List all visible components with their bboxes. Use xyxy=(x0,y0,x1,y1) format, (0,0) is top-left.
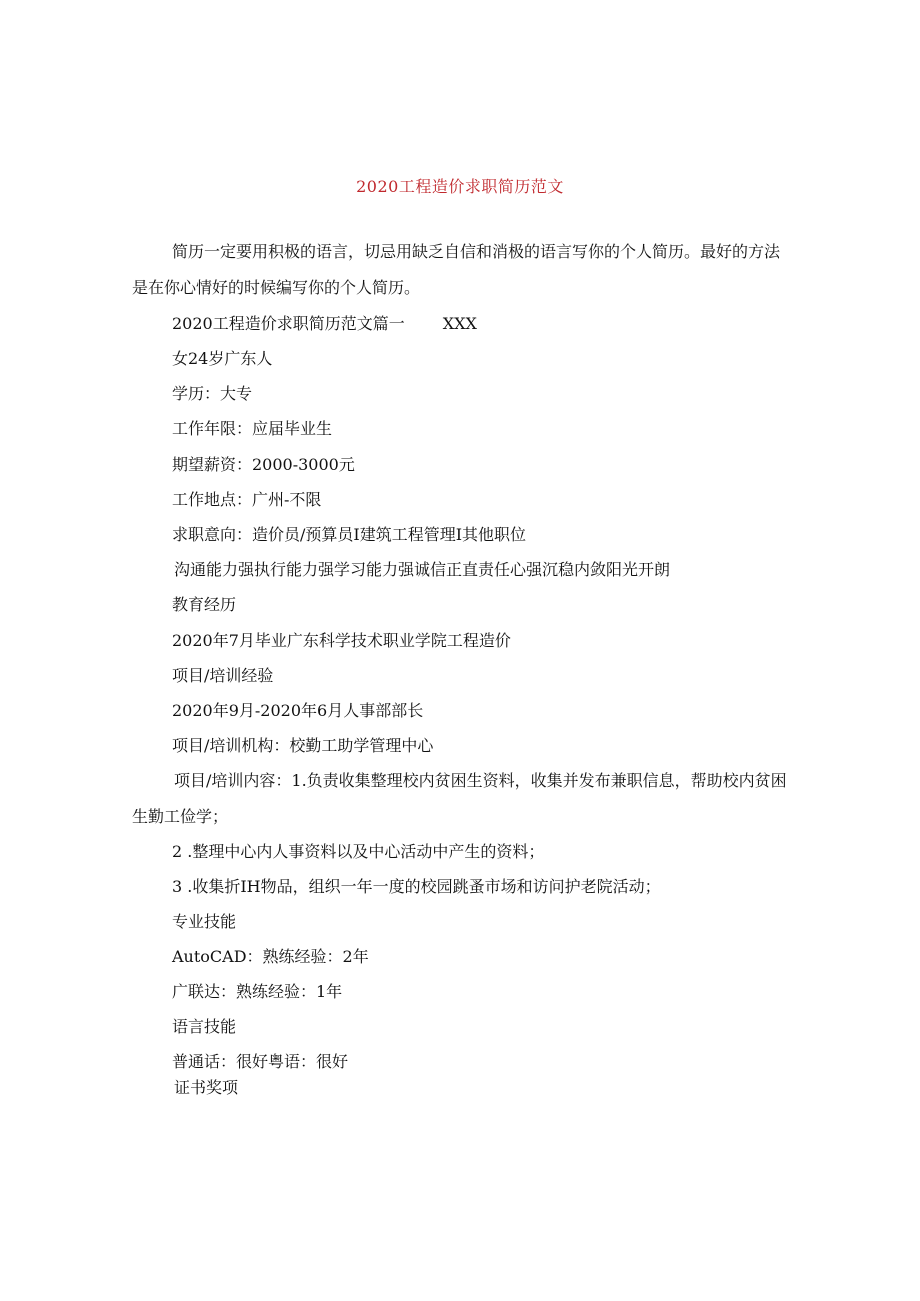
language-item: 普通话：很好粤语：很好 xyxy=(172,1052,349,1071)
language-header: 语言技能 xyxy=(172,1017,237,1036)
job-intention: 求职意向：造价员/预算员I建筑工程管理I其他职位 xyxy=(172,525,527,544)
project-period: 2020年9月-2020年6月人事部部长 xyxy=(172,701,424,720)
project-item-3: 3 .收集折IH物品，组织一年一度的校园跳蚤市场和访问护老院活动； xyxy=(172,877,661,896)
personal-traits: 沟通能力强执行能力强学习能力强诚信正直责任心强沉稳内敛阳光开朗 xyxy=(174,560,671,579)
education-item: 2020年7月毕业广东科学技术职业学院工程造价 xyxy=(172,631,511,650)
project-header: 项目/培训经验 xyxy=(172,666,274,685)
work-location: 工作地点：广州-不限 xyxy=(172,490,322,509)
certificates-header: 证书奖项 xyxy=(174,1078,239,1097)
skill-guanglianda: 广联达：熟练经验：1年 xyxy=(172,982,343,1001)
education-header: 教育经历 xyxy=(172,595,237,614)
education-level: 学历：大专 xyxy=(172,384,253,403)
resume-candidate-name: XXX xyxy=(442,314,477,333)
intro-paragraph: 简历一定要用积极的语言，切忌用缺乏自信和消极的语言写你的个人简历。最好的方法是在你心情好的时候编写你的个人简历。 xyxy=(132,242,781,297)
resume-heading-label: 2020工程造价求职简历范文篇一 xyxy=(172,314,405,333)
project-item-2: 2 .整理中心内人事资料以及中心活动中产生的资料； xyxy=(172,842,545,861)
skill-autocad: AutoCAD：熟练经验：2年 xyxy=(172,947,369,966)
skills-header: 专业技能 xyxy=(172,912,237,931)
work-years: 工作年限：应届毕业生 xyxy=(172,419,333,438)
project-content: 项目/培训内容：1.负责收集整理校内贫困生资料，收集并发布兼职信息，帮助校内贫困生勤工俭学； xyxy=(132,771,787,826)
expected-salary: 期望薪资：2000-3000元 xyxy=(172,455,355,474)
basic-info: 女24岁广东人 xyxy=(172,349,273,368)
resume-heading-line xyxy=(172,314,477,334)
document-title: 2020工程造价求职简历范文 xyxy=(356,177,564,196)
project-organization: 项目/培训机构：校勤工助学管理中心 xyxy=(172,736,434,755)
